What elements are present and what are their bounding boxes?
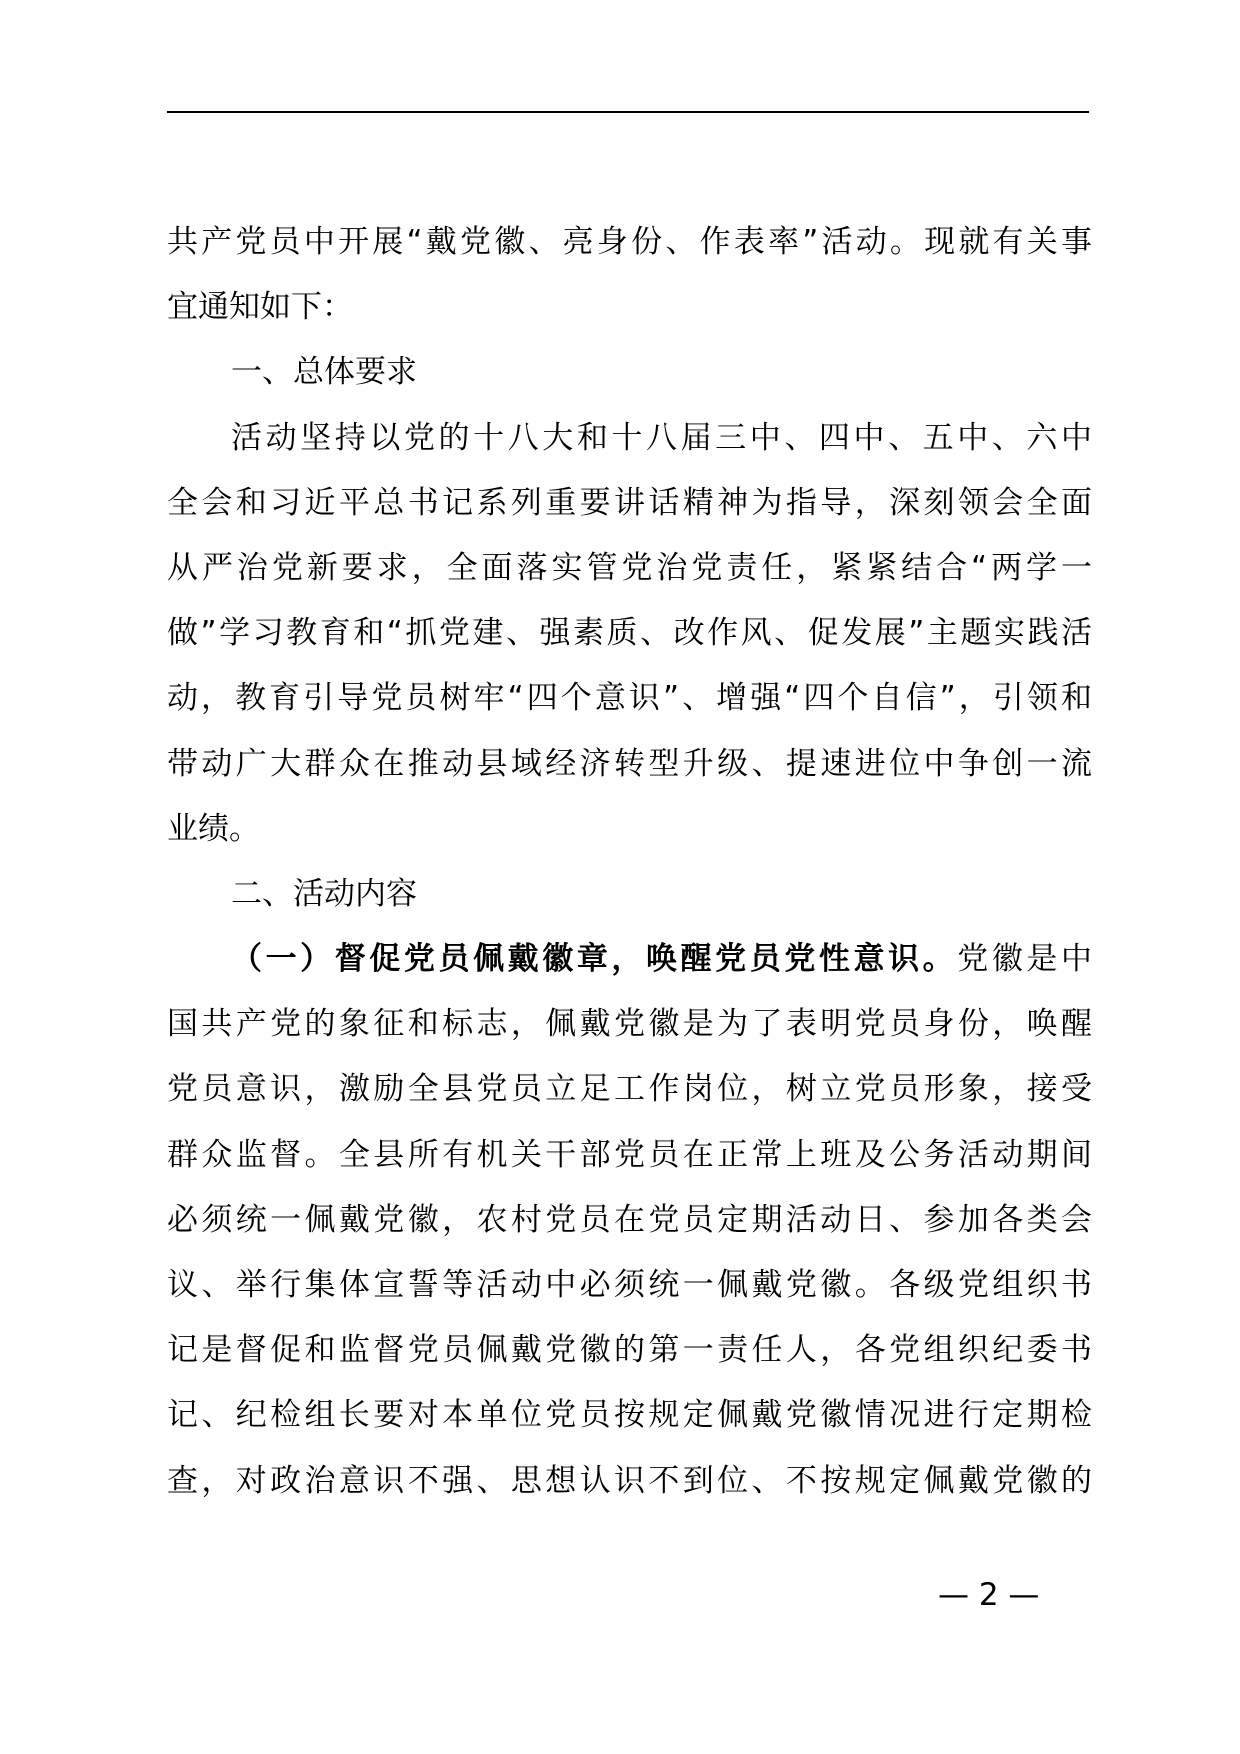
body-line: 带动广大群众在推动县域经济转型升级、提速进位中争创一流 xyxy=(167,745,1092,782)
section-heading: 一、总体要求 xyxy=(231,354,417,391)
body-line: 群众监督。全县所有机关干部党员在正常上班及公务活动期间 xyxy=(167,1136,1092,1173)
body-line: 全会和习近平总书记系列重要讲话精神为指导，深刻领会全面 xyxy=(167,484,1092,521)
body-line: 宜通知如下： xyxy=(167,289,353,326)
header-rule xyxy=(167,111,1089,113)
body-line: 从严治党新要求，全面落实管党治党责任，紧紧结合“两学一 xyxy=(167,549,1092,586)
section-heading: 二、活动内容 xyxy=(231,875,417,912)
subheading-rest: 党徽是中 xyxy=(957,941,1092,978)
body-line: 业绩。 xyxy=(167,810,260,847)
body-line: 动，教育引导党员树牢“四个意识”、增强“四个自信”，引领和 xyxy=(167,680,1092,717)
body-line: 共产党员中开展“戴党徽、亮身份、作表率”活动。现就有关事 xyxy=(167,224,1092,260)
body-line: 议、举行集体宣誓等活动中必须统一佩戴党徽。各级党组织书 xyxy=(167,1267,1092,1303)
body-line: 查，对政治意识不强、思想认识不到位、不按规定佩戴党徽的 xyxy=(167,1462,1092,1499)
body-line: 记是督促和监督党员佩戴党徽的第一责任人，各党组织纪委书 xyxy=(167,1332,1092,1369)
subheading-bold: （一）督促党员佩戴徽章，唤醒党员党性意识。 xyxy=(231,941,958,978)
body-line: 记、纪检组长要对本单位党员按规定佩戴党徽情况进行定期检 xyxy=(167,1397,1092,1434)
document-body xyxy=(167,210,1092,1514)
page-number: — 2 — xyxy=(938,1577,1040,1613)
body-line: 国共产党的象征和标志，佩戴党徽是为了表明党员身份，唤醒 xyxy=(167,1006,1092,1043)
body-line: 必须统一佩戴党徽，农村党员在党员定期活动日、参加各类会 xyxy=(167,1201,1092,1238)
body-line: 做”学习教育和“抓党建、强素质、改作风、促发展”主题实践活 xyxy=(167,615,1092,652)
body-line: 活动坚持以党的十八大和十八届三中、四中、五中、六中 xyxy=(231,419,1092,456)
body-line: 党员意识，激励全县党员立足工作岗位，树立党员形象，接受 xyxy=(167,1071,1092,1108)
subheading-line xyxy=(167,927,1092,992)
